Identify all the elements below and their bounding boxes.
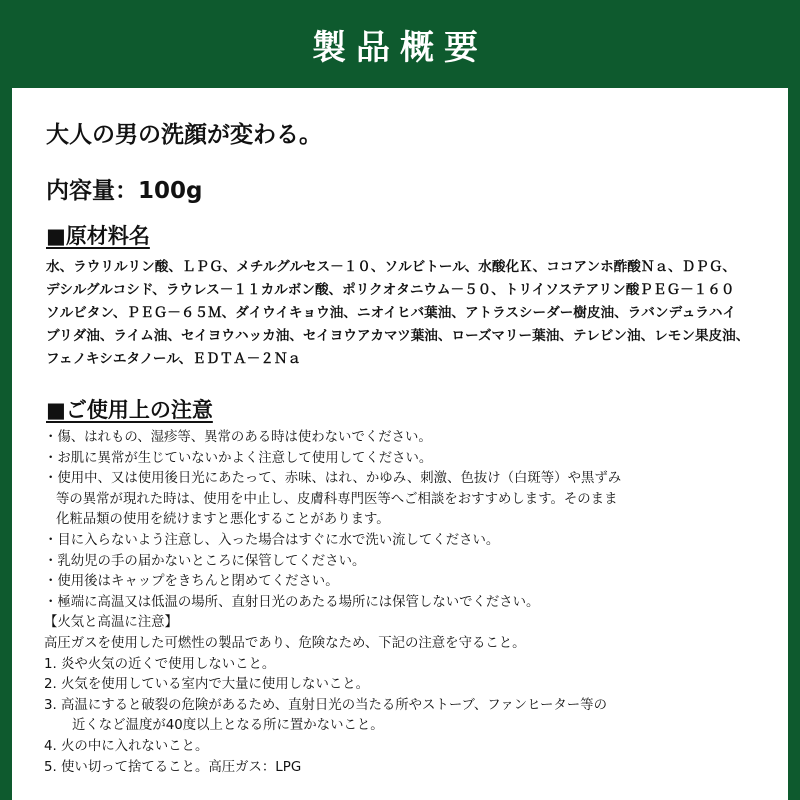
cautions-heading: ■ご使用上の注意	[46, 398, 213, 422]
caution-line: ・傷、はれもの、湿疹等、異常のある時は使わないでください。	[44, 430, 432, 445]
ingredients-line: 水、ラウリルリン酸、ＬＰＧ、メチルグルセス－１０、ソルビトール、水酸化Ｋ、ココアンホ酢酸Ｎａ、ＤＰＧ、	[46, 259, 737, 275]
ingredients-line: デシルグルコシド、ラウレス－１１カルボン酸、ポリクオタニウム－５０、トリイソステアリン酸ＰＥＧ－１６０	[46, 282, 735, 298]
ingredients-line: ソルビタン、ＰＥＧ－６５Ｍ、ダイウイキョウ油、ニオイヒバ葉油、アトラスシーダー樹皮油、ラバンデュラハイ	[46, 305, 737, 321]
caution-line: 3. 高温にすると破裂の危険があるため、直射日光の当たる所やストーブ、ファンヒーター等の	[44, 697, 607, 713]
caution-line: 【火気と高温に注意】	[44, 615, 178, 631]
cautions-list	[44, 428, 774, 778]
ingredients-line: ブリダ油、ライム油、セイヨウハッカ油、セイヨウアカマツ葉油、ローズマリー葉油、テレビン油、レモン果皮油、	[46, 328, 750, 344]
header-bar	[0, 0, 800, 88]
caution-line: ・使用後はキャップをきちんと閉めてください。	[44, 574, 339, 590]
ingredients-line: フェノキシエタノール、ＥＤＴＡ－２Ｎａ	[46, 351, 302, 367]
caution-line: 化粧品類の使用を続けますと悪化することがあります。	[56, 512, 390, 528]
ingredients-list	[46, 256, 766, 371]
caution-line: 高圧ガスを使用した可燃性の製品であり、危険なため、下記の注意を守ること。	[44, 635, 526, 651]
content-panel	[12, 88, 788, 800]
catchphrase: 大人の男の洗顔が変わる。	[46, 122, 322, 148]
caution-line: ・極端に高温又は低温の場所、直射日光のあたる場所には保管しないでください。	[44, 594, 540, 610]
caution-line: 2. 火気を使用している室内で大量に使用しないこと。	[44, 677, 370, 693]
caution-line: 5. 使い切って捨てること。高圧ガス：LPG	[44, 759, 302, 775]
caution-line: 近くなど温度が40度以上となる所に置かないこと。	[72, 718, 384, 734]
capacity-label: 内容量：100g	[46, 178, 203, 204]
caution-line: 等の異常が現れた時は、使用を中止し、皮膚科専門医等へご相談をおすすめします。そのまま	[56, 491, 618, 507]
caution-line: 4. 火の中に入れないこと。	[44, 738, 209, 754]
caution-line: ・お肌に異常が生じていないかよく注意して使用してください。	[44, 450, 433, 466]
caution-line: ・目に入らないよう注意し、入った場合はすぐに水で洗い流してください。	[44, 532, 500, 548]
ingredients-heading: ■原材料名	[46, 224, 150, 248]
caution-line: ・乳幼児の手の届かないところに保管してください。	[44, 553, 366, 569]
caution-line: ・使用中、又は使用後日光にあたって、赤味、はれ、かゆみ、刺激、色抜け（白斑等）や黒ずみ	[44, 471, 622, 487]
caution-line: 1. 炎や火気の近くで使用しないこと。	[44, 656, 276, 672]
page-title: 製品概要	[312, 27, 488, 68]
